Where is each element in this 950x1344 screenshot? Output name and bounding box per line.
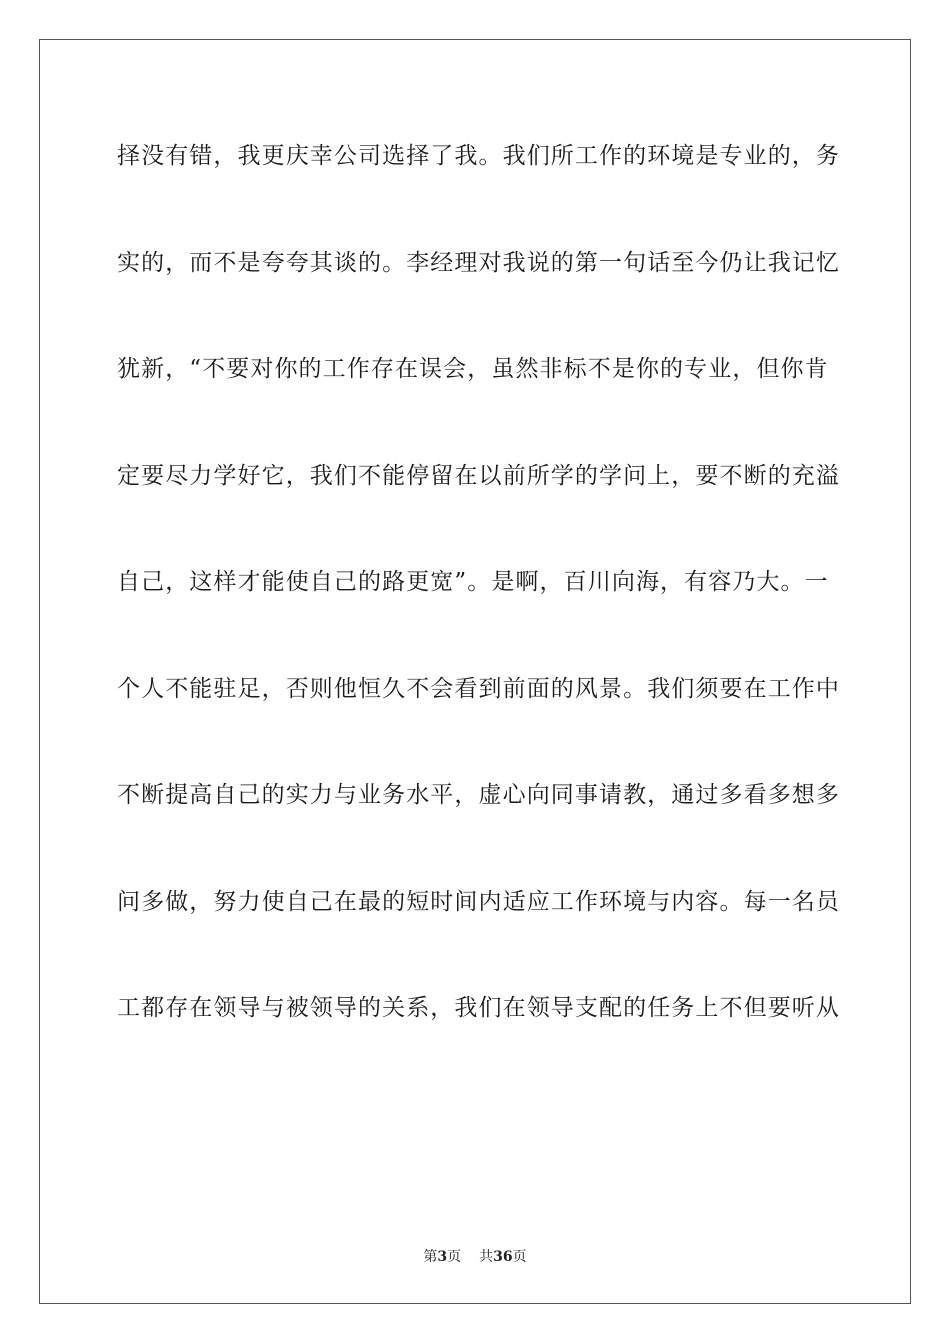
page-footer xyxy=(0,1247,950,1267)
page-number: 3 xyxy=(437,1249,448,1265)
text-line: 不断提高自己的实力与业务水平，虚心向同事请教，通过多看多想多 xyxy=(117,782,840,808)
text-line: 犹新，“不要对你的工作存在误会，虽然非标不是你的专业，但你肯 xyxy=(117,356,829,382)
body-text xyxy=(117,120,840,1045)
text-line: 问多做，努力使自己在最的短时间内适应工作环境与内容。每一名员 xyxy=(117,888,840,915)
text-line: 自己，这样才能使自己的路更宽”。是啊，百川向海，有容乃大。一 xyxy=(117,569,829,595)
page-label-suffix: 页 xyxy=(447,1249,462,1265)
text-line: 定要尽力学好它，我们不能停留在以前所学的学问上，要不断的充溢 xyxy=(117,462,840,489)
text-line: 择没有错，我更庆幸公司选择了我。我们所工作的环境是专业的，务 xyxy=(117,143,840,169)
text-line: 实的，而不是夸夸其谈的。李经理对我说的第一句话至今仍让我记忆 xyxy=(117,249,840,276)
total-label-suffix: 页 xyxy=(512,1249,527,1265)
text-line: 个人不能驻足，否则他恒久不会看到前面的风景。我们须要在工作中 xyxy=(117,675,840,702)
text-line: 工都存在领导与被领导的关系，我们在领导支配的任务上不但要听从 xyxy=(117,995,840,1021)
page-label-prefix: 第 xyxy=(423,1249,438,1265)
total-label-prefix: 共 xyxy=(479,1249,494,1265)
total-pages: 36 xyxy=(493,1249,513,1265)
